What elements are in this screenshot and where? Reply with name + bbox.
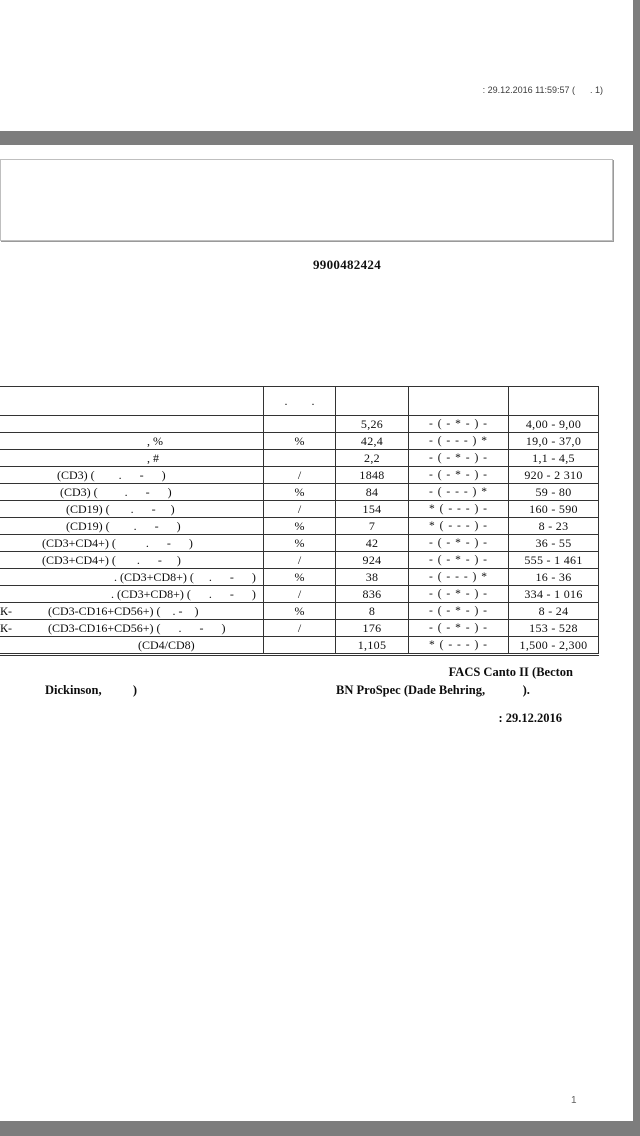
reference-range-cell: 160 - 590 [509,501,599,518]
flag-indicator-cell: - ( - * - ) - [409,535,509,552]
units-cell: / [264,467,336,484]
analyte-name: (CD3+CD4+) ( . - ) [0,535,264,552]
reference-range-cell: 19,0 - 37,0 [509,433,599,450]
analyte-name: . (CD3+CD8+) ( . - ) [0,569,264,586]
bottom-bar [0,1121,640,1136]
analyte-name: (CD3+CD4+) ( . - ) [0,552,264,569]
flag-indicator-cell: * ( - - - ) - [409,501,509,518]
footer-analyzer-line1: FACS Canto II (Becton [448,665,573,679]
table-row [0,552,599,569]
flag-indicator-cell: - ( - * - ) - [409,603,509,620]
reference-range-cell: 4,00 - 9,00 [509,416,599,433]
reference-range-cell: 36 - 55 [509,535,599,552]
units-cell: / [264,552,336,569]
flag-indicator-cell: - ( - * - ) - [409,467,509,484]
flag-indicator-cell: - ( - * - ) - [409,620,509,637]
analyte-name: К- (CD3-CD16+CD56+) ( . - ) [0,603,264,620]
value-cell: 7 [336,518,409,535]
flag-indicator-cell: - ( - - - ) * [409,569,509,586]
analyte-name: (CD19) ( . - ) [0,501,264,518]
value-cell: 924 [336,552,409,569]
analyte-name: (CD3) ( . - ) [0,484,264,501]
value-cell: 84 [336,484,409,501]
units-cell: % [264,569,336,586]
table-row [0,603,599,620]
print-datetime: : 29.12.2016 11:59:57 ( . 1) [482,85,603,95]
analyte-name: К- (CD3-CD16+CD56+) ( . - ) [0,620,264,637]
analyte-name: , % [0,433,264,450]
reference-range-cell: 334 - 1 016 [509,586,599,603]
flag-indicator-cell: - ( - * - ) - [409,416,509,433]
value-cell: 1848 [336,467,409,484]
table-row [0,467,599,484]
analyte-name: . (CD3+CD8+) ( . - ) [0,586,264,603]
footer-analyzer-dickinson: Dickinson, ) [45,683,138,697]
reference-range-cell: 1,1 - 4,5 [509,450,599,467]
table-row [0,450,599,467]
patient-info-box [0,159,613,241]
value-cell: 5,26 [336,416,409,433]
value-cell: 154 [336,501,409,518]
value-cell: 8 [336,603,409,620]
footer-analyzer-bn-prospec: BN ProSpec (Dade Behring, ). [336,683,530,697]
flag-indicator-cell: - ( - - - ) * [409,484,509,501]
results-table [0,386,599,656]
document-number: 9900482424 [313,257,381,272]
header-units-cell: . . [264,387,336,416]
reference-range-cell: 153 - 528 [509,620,599,637]
reference-range-cell: 1,500 - 2,300 [509,637,599,655]
analyte-name: (CD4/CD8) [0,637,264,655]
units-cell: / [264,501,336,518]
table-row [0,433,599,450]
header-name-cell [0,387,264,416]
flag-indicator-cell: - ( - * - ) - [409,586,509,603]
value-cell: 42,4 [336,433,409,450]
units-cell [264,416,336,433]
value-cell: 836 [336,586,409,603]
units-cell: % [264,518,336,535]
analyte-name [0,416,264,433]
reference-range-cell: 920 - 2 310 [509,467,599,484]
table-row [0,569,599,586]
value-cell: 38 [336,569,409,586]
units-cell [264,637,336,655]
table-row [0,484,599,501]
flag-indicator-cell: - ( - * - ) - [409,450,509,467]
flag-indicator-cell: * ( - - - ) - [409,518,509,535]
analyte-name: (CD3) ( . - ) [0,467,264,484]
footer-result-date: : 29.12.2016 [498,711,562,725]
value-cell: 2,2 [336,450,409,467]
flag-indicator-cell: - ( - * - ) - [409,552,509,569]
reference-range-cell: 59 - 80 [509,484,599,501]
header-value-cell [336,387,409,416]
reference-range-cell: 555 - 1 461 [509,552,599,569]
units-cell: / [264,620,336,637]
value-cell: 42 [336,535,409,552]
table-row [0,637,599,655]
separator-bar [0,131,640,145]
table-row [0,535,599,552]
table-header-row [0,387,599,416]
units-cell: % [264,603,336,620]
table-row [0,501,599,518]
table-row [0,586,599,603]
units-cell: % [264,484,336,501]
analyte-name: (CD19) ( . - ) [0,518,264,535]
units-cell [264,450,336,467]
reference-range-cell: 16 - 36 [509,569,599,586]
results-table-container [0,386,599,656]
units-cell: % [264,535,336,552]
page-number: 1 [571,1095,577,1106]
analyte-name: , # [0,450,264,467]
units-cell: / [264,586,336,603]
value-cell: 176 [336,620,409,637]
flag-indicator-cell: - ( - - - ) * [409,433,509,450]
units-cell: % [264,433,336,450]
header-flag-cell [409,387,509,416]
table-row [0,620,599,637]
flag-indicator-cell: * ( - - - ) - [409,637,509,655]
right-edge-bar [633,0,640,1136]
reference-range-cell: 8 - 23 [509,518,599,535]
reference-range-cell: 8 - 24 [509,603,599,620]
header-range-cell [509,387,599,416]
value-cell: 1,105 [336,637,409,655]
table-row [0,518,599,535]
table-row [0,416,599,433]
